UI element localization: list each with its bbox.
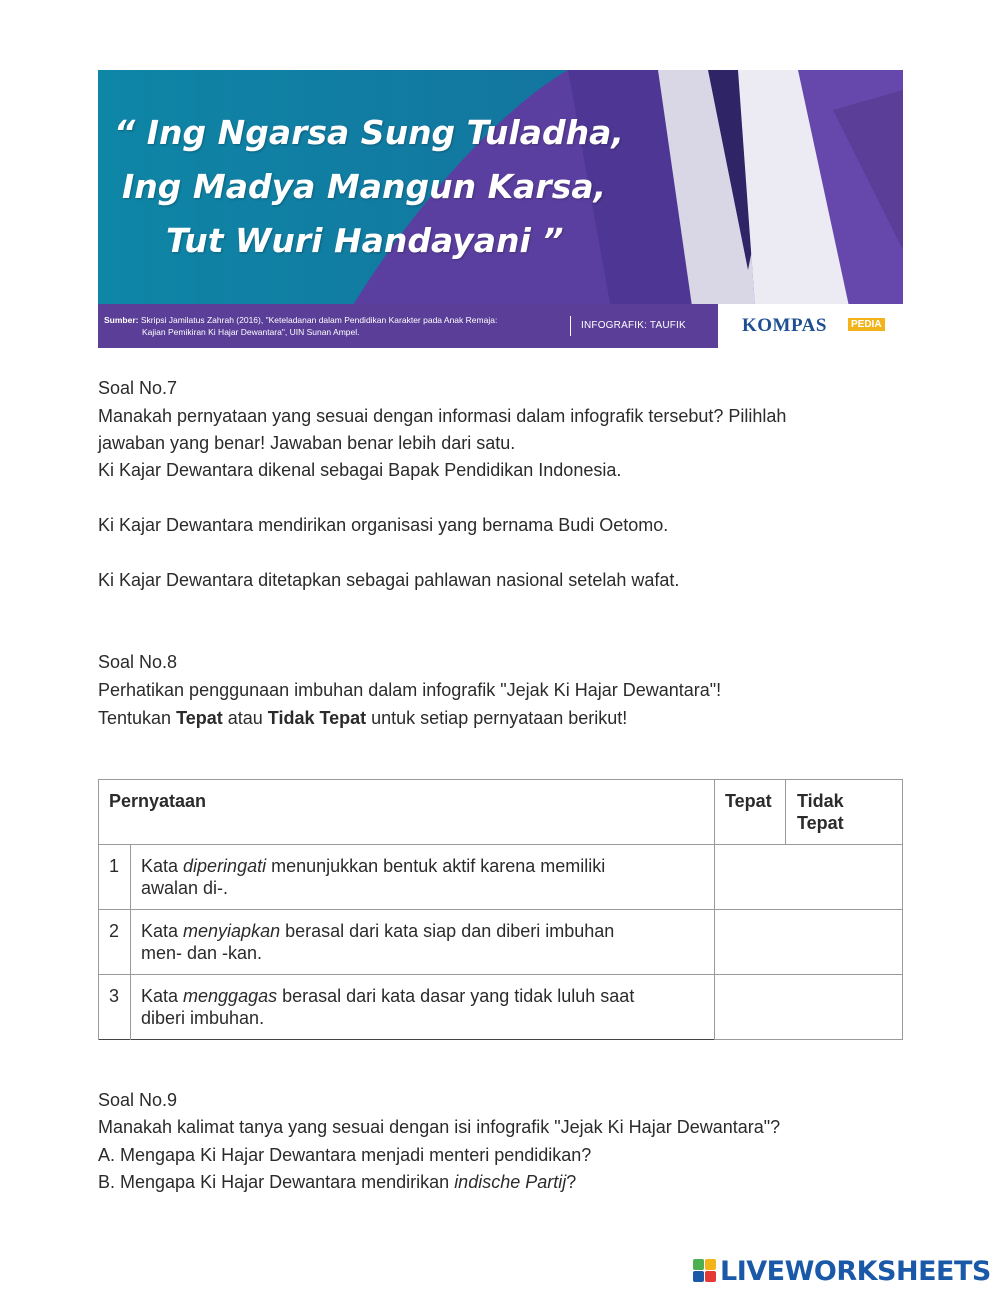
kompas-logo bbox=[718, 304, 903, 348]
table-rule bbox=[98, 1039, 715, 1040]
statement-line-2: diberi imbuhan. bbox=[141, 1008, 265, 1028]
answer-dropzone[interactable] bbox=[715, 845, 902, 909]
q7-option-1[interactable]: Ki Kajar Dewantara dikenal sebagai Bapak Pendidikan Indonesia. bbox=[98, 460, 622, 480]
statement-pre: Kata bbox=[141, 856, 184, 876]
row-number: 2 bbox=[109, 921, 120, 941]
header-tidak-tepat-line-2: Tepat bbox=[797, 813, 844, 833]
q9-title: Soal No.9 bbox=[98, 1090, 178, 1110]
source-line-1: Skripsi Jamilatus Zahrah (2016), "Keteladanan dalam Pendidikan Karakter pada Anak Remaja: bbox=[140, 315, 498, 325]
q7-question-line-1: Manakah pernyataan yang sesuai dengan informasi dalam infografik tersebut? Pilihlah bbox=[98, 406, 787, 426]
q8-instruction-suffix: untuk setiap pernyataan berikut! bbox=[366, 708, 628, 728]
q8-table bbox=[98, 779, 903, 1040]
header-tidak-tepat bbox=[797, 790, 844, 834]
table-rule bbox=[902, 779, 903, 1040]
table-rule bbox=[98, 779, 99, 1040]
header-tidak-tepat-line-1: Tidak bbox=[797, 791, 844, 811]
row-number: 3 bbox=[109, 986, 120, 1006]
kompas-pedia-tag: PEDIA bbox=[848, 318, 885, 331]
infographic-banner bbox=[98, 70, 903, 348]
q7-question-line-2: jawaban yang benar! Jawaban benar lebih dari satu. bbox=[98, 433, 516, 453]
q9-option-a[interactable]: A. Mengapa Ki Hajar Dewantara menjadi menteri pendidikan? bbox=[98, 1145, 592, 1165]
banner-quote bbox=[114, 106, 674, 268]
statement-line-2: men- dan -kan. bbox=[141, 943, 263, 963]
q7-title: Soal No.7 bbox=[98, 378, 178, 398]
statement-line-2: awalan di-. bbox=[141, 878, 229, 898]
answer-dropzone[interactable] bbox=[715, 910, 902, 974]
table-rule bbox=[98, 779, 903, 780]
option-b-prefix: B. Mengapa Ki Hajar Dewantara mendirikan bbox=[98, 1172, 455, 1192]
quote-line: Tut Wuri Handayani ” bbox=[166, 221, 564, 260]
table-row-statement bbox=[141, 920, 706, 964]
header-pernyataan: Pernyataan bbox=[109, 791, 207, 811]
quote-line: Ing Madya Mangun Karsa, bbox=[122, 167, 607, 206]
statement-post: berasal dari kata dasar yang tidak luluh saat bbox=[277, 986, 635, 1006]
source-label: Sumber: bbox=[104, 315, 139, 325]
q9-question: Manakah kalimat tanya yang sesuai dengan isi infografik "Jejak Ki Hajar Dewantara"? bbox=[98, 1117, 781, 1137]
option-b-suffix: ? bbox=[566, 1172, 577, 1192]
quote-line: “ Ing Ngarsa Sung Tuladha, bbox=[114, 113, 624, 152]
statement-word: menggagas bbox=[183, 986, 278, 1006]
row-number: 1 bbox=[109, 856, 120, 876]
kompas-wordmark: KOMPAS bbox=[742, 315, 827, 336]
q8-keyword-tepat: Tepat bbox=[176, 708, 223, 728]
q9-option-b[interactable] bbox=[98, 1171, 576, 1193]
q8-instruction-prefix: Tentukan bbox=[98, 708, 177, 728]
liveworksheets-wordmark: LIVEWORKSHEETS bbox=[720, 1256, 991, 1287]
q8-title: Soal No.8 bbox=[98, 652, 178, 672]
source-line-2: Kajian Pemikiran Ki Hajar Dewantara", UIN Sunan Ampel. bbox=[142, 327, 360, 337]
table-rule bbox=[715, 1039, 903, 1040]
answer-dropzone[interactable] bbox=[715, 975, 902, 1039]
table-rule bbox=[130, 844, 131, 1040]
table-row-statement bbox=[141, 985, 706, 1029]
q8-instruction-mid: atau bbox=[222, 708, 268, 728]
banner-source bbox=[104, 314, 574, 338]
q7-option-2[interactable]: Ki Kajar Dewantara mendirikan organisasi yang bernama Budi Oetomo. bbox=[98, 515, 669, 535]
table-row-statement bbox=[141, 855, 706, 899]
option-b-italic: indische Partij bbox=[454, 1172, 567, 1192]
statement-post: menunjukkan bentuk aktif karena memiliki bbox=[266, 856, 606, 876]
infographic-credit: INFOGRAFIK: TAUFIK bbox=[581, 320, 686, 331]
liveworksheets-grid-icon bbox=[693, 1259, 717, 1283]
footer-divider bbox=[570, 316, 571, 336]
header-tepat: Tepat bbox=[725, 791, 772, 811]
statement-word: menyiapkan bbox=[183, 921, 281, 941]
statement-word: diperingati bbox=[183, 856, 267, 876]
statement-post: berasal dari kata siap dan diberi imbuhan bbox=[280, 921, 615, 941]
q7-option-3[interactable]: Ki Kajar Dewantara ditetapkan sebagai pahlawan nasional setelah wafat. bbox=[98, 570, 680, 590]
table-rule bbox=[785, 779, 786, 845]
statement-pre: Kata bbox=[141, 986, 184, 1006]
statement-pre: Kata bbox=[141, 921, 184, 941]
q8-keyword-tidak-tepat: Tidak Tepat bbox=[267, 708, 367, 728]
q8-instruction-1: Perhatikan penggunaan imbuhan dalam infografik "Jejak Ki Hajar Dewantara"! bbox=[98, 680, 722, 700]
q8-instruction-2 bbox=[98, 707, 627, 729]
banner-footer bbox=[98, 304, 903, 348]
